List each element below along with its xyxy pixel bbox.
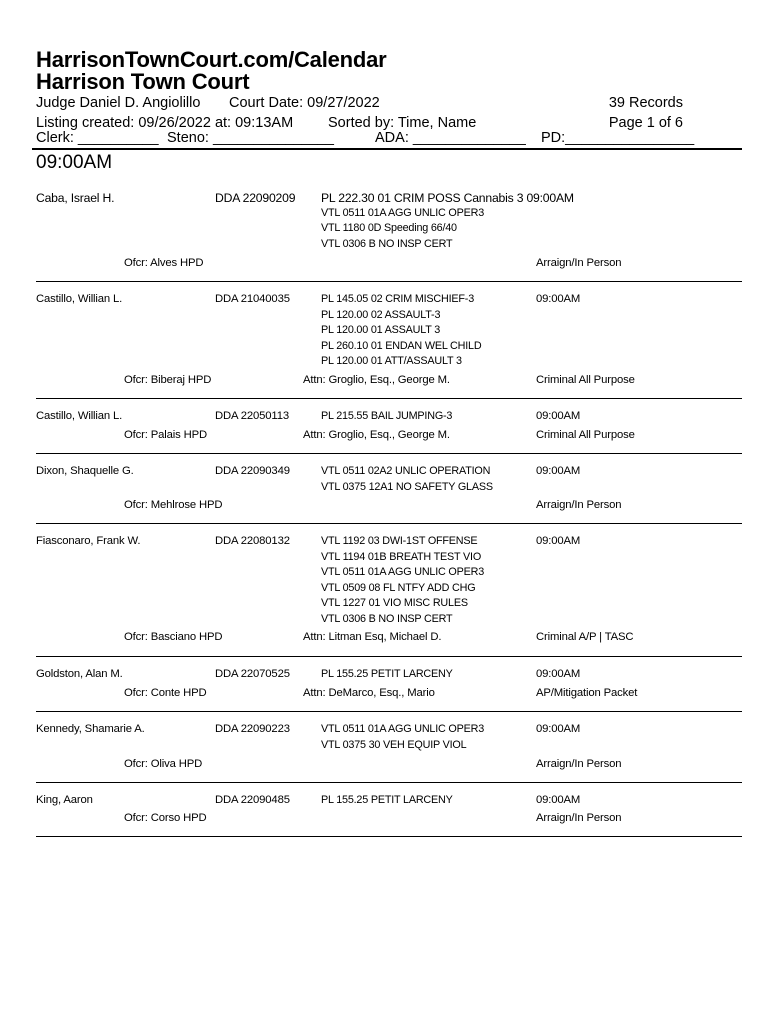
hearing-time: 09:00AM	[536, 410, 581, 422]
hearing-purpose: Criminal A/P | TASC	[536, 631, 634, 643]
header-divider	[32, 148, 742, 150]
charge-line: VTL 0509 08 FL NTFY ADD CHG	[321, 582, 476, 594]
charge-line: VTL 0306 B NO INSP CERT	[321, 613, 453, 625]
officer: Ofcr: Basciano HPD	[124, 631, 223, 643]
court-name: Harrison Town Court	[36, 69, 250, 94]
defendant-name: Fiasconaro, Frank W.	[36, 535, 141, 547]
ada-field: ADA: ______________	[375, 130, 526, 146]
charge-line: VTL 0511 02A2 UNLIC OPERATION	[321, 465, 491, 477]
steno-field: Steno: _______________	[167, 130, 334, 146]
hearing-purpose: Arraign/In Person	[536, 257, 622, 269]
charge-line: VTL 1192 03 DWI-1ST OFFENSE	[321, 535, 478, 547]
case-divider	[36, 836, 742, 837]
site-title: HarrisonTownCourt.com/Calendar	[36, 47, 387, 72]
hearing-purpose: Arraign/In Person	[536, 499, 622, 511]
docket-number: DDA 22080132	[215, 535, 290, 547]
hearing-time: 09:00AM	[536, 668, 581, 680]
hearing-purpose: Arraign/In Person	[536, 758, 622, 770]
charge-line: VTL 0511 01A AGG UNLIC OPER3	[321, 207, 485, 219]
charge-line: VTL 0375 30 VEH EQUIP VIOL	[321, 739, 467, 751]
charge-line: PL 222.30 01 CRIM POSS Cannabis 3 09:00AM	[321, 191, 574, 205]
hearing-purpose: Criminal All Purpose	[536, 374, 635, 386]
hearing-time: 09:00AM	[536, 293, 581, 305]
charge-line: VTL 0511 01A AGG UNLIC OPER3	[321, 566, 485, 578]
defendant-name: Dixon, Shaquelle G.	[36, 465, 134, 477]
charge-line: PL 215.55 BAIL JUMPING-3	[321, 410, 453, 422]
docket-number: DDA 21040035	[215, 293, 290, 305]
docket-number: DDA 22090349	[215, 465, 290, 477]
defendant-name: King, Aaron	[36, 794, 93, 806]
charge-line: PL 260.10 01 ENDAN WEL CHILD	[321, 340, 482, 352]
officer: Ofcr: Biberaj HPD	[124, 374, 212, 386]
charge-line: PL 145.05 02 CRIM MISCHIEF-3	[321, 293, 475, 305]
officer: Ofcr: Oliva HPD	[124, 758, 203, 770]
listing-created: Listing created: 09/26/2022 at: 09:13AM	[36, 115, 294, 131]
charge-line: VTL 0306 B NO INSP CERT	[321, 238, 453, 250]
charge-line: VTL 0375 12A1 NO SAFETY GLASS	[321, 481, 493, 493]
case-divider	[36, 711, 742, 712]
defendant-name: Caba, Israel H.	[36, 191, 115, 205]
officer: Ofcr: Corso HPD	[124, 812, 207, 824]
page-number: Page 1 of 6	[608, 115, 683, 131]
charge-line: PL 120.00 01 ASSAULT 3	[321, 324, 441, 336]
records-count: 39 Records	[608, 95, 683, 111]
case-divider	[36, 782, 742, 783]
defendant-name: Castillo, Willian L.	[36, 410, 123, 422]
charge-line: PL 120.00 01 ATT/ASSAULT 3	[321, 355, 462, 367]
case-divider	[36, 281, 742, 282]
hearing-time: 09:00AM	[536, 794, 581, 806]
defendant-name: Castillo, Willian L.	[36, 293, 123, 305]
docket-number: DDA 22070525	[215, 668, 290, 680]
charge-line: PL 155.25 PETIT LARCENY	[321, 668, 453, 680]
time-group-heading: 09:00AM	[36, 152, 113, 173]
docket-number: DDA 22090485	[215, 794, 290, 806]
hearing-purpose: Criminal All Purpose	[536, 429, 635, 441]
attorney: Attn: DeMarco, Esq., Mario	[303, 687, 435, 699]
hearing-time: 09:00AM	[536, 535, 581, 547]
clerk-field: Clerk: __________	[36, 130, 159, 146]
docket-number: DDA 22090209	[215, 191, 296, 205]
hearing-time: 09:00AM	[536, 723, 581, 735]
pd-field: PD:________________	[541, 130, 695, 146]
docket-number: DDA 22050113	[215, 410, 289, 422]
court-date: Court Date: 09/27/2022	[229, 95, 380, 111]
officer: Ofcr: Palais HPD	[124, 429, 207, 441]
charge-line: VTL 1194 01B BREATH TEST VIO	[321, 551, 482, 563]
case-divider	[36, 453, 742, 454]
docket-number: DDA 22090223	[215, 723, 290, 735]
sorted-by: Sorted by: Time, Name	[328, 115, 477, 131]
hearing-purpose: Arraign/In Person	[536, 812, 622, 824]
judge-name: Judge Daniel D. Angiolillo	[36, 95, 201, 111]
charge-line: VTL 1227 01 VIO MISC RULES	[321, 597, 468, 609]
case-divider	[36, 398, 742, 399]
officer: Ofcr: Conte HPD	[124, 687, 207, 699]
officer: Ofcr: Alves HPD	[124, 257, 204, 269]
attorney: Attn: Groglio, Esq., George M.	[303, 374, 450, 386]
attorney: Attn: Litman Esq, Michael D.	[303, 631, 442, 643]
defendant-name: Kennedy, Shamarie A.	[36, 723, 145, 735]
charge-line: PL 120.00 02 ASSAULT-3	[321, 309, 441, 321]
charge-line: VTL 1180 0D Speeding 66/40	[321, 222, 457, 234]
charge-line: PL 155.25 PETIT LARCENY	[321, 794, 453, 806]
case-divider	[36, 523, 742, 524]
hearing-purpose: AP/Mitigation Packet	[536, 687, 638, 699]
officer: Ofcr: Mehlrose HPD	[124, 499, 223, 511]
hearing-time: 09:00AM	[536, 465, 581, 477]
charge-line: VTL 0511 01A AGG UNLIC OPER3	[321, 723, 485, 735]
case-divider	[36, 656, 742, 657]
defendant-name: Goldston, Alan M.	[36, 668, 123, 680]
attorney: Attn: Groglio, Esq., George M.	[303, 429, 450, 441]
